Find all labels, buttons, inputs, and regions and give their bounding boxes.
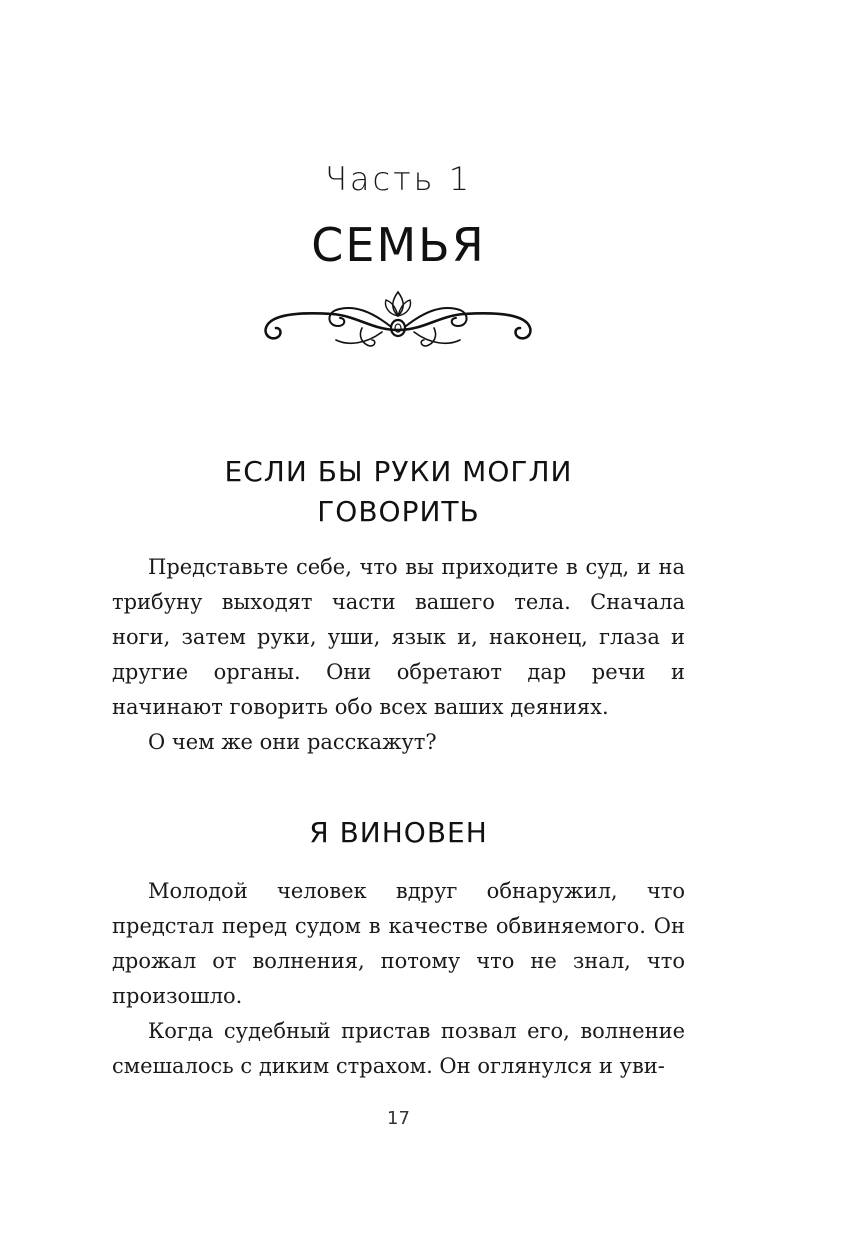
paragraph: Представьте себе, что вы приходите в суд, и на трибуну выходят части вашего тела. Сначала ноги, затем руки, уши, язык и, наконец, глаза и другие органы. Они обретают дар речи и начинают говорить обо всех ваших деяниях. <box>112 555 685 719</box>
floral-divider-icon <box>262 286 534 354</box>
paragraph: Молодой человек вдруг обнаружил, что предстал перед судом в качестве обвиняемого. Он дрожал от волнения, потому что не знал, что произошло. <box>112 879 685 1008</box>
page-number: 17 <box>387 1108 410 1129</box>
section-title-guilty: Я ВИНОВЕН <box>309 816 488 849</box>
paragraph: Когда судебный пристав позвал его, волнение смешалось с диким страхом. Он оглянулся и уви- <box>112 1019 685 1078</box>
part-label: Часть 1 <box>324 160 473 198</box>
section-body-hands <box>112 550 685 760</box>
paragraph: О чем же они расскажут? <box>148 730 437 754</box>
section-title-hands <box>0 452 797 532</box>
section-title-text: ЕСЛИ БЫ РУКИ МОГЛИ ГОВОРИТЬ <box>224 455 573 528</box>
section-body-guilty <box>112 874 685 1084</box>
part-title: СЕМЬЯ <box>311 218 486 272</box>
